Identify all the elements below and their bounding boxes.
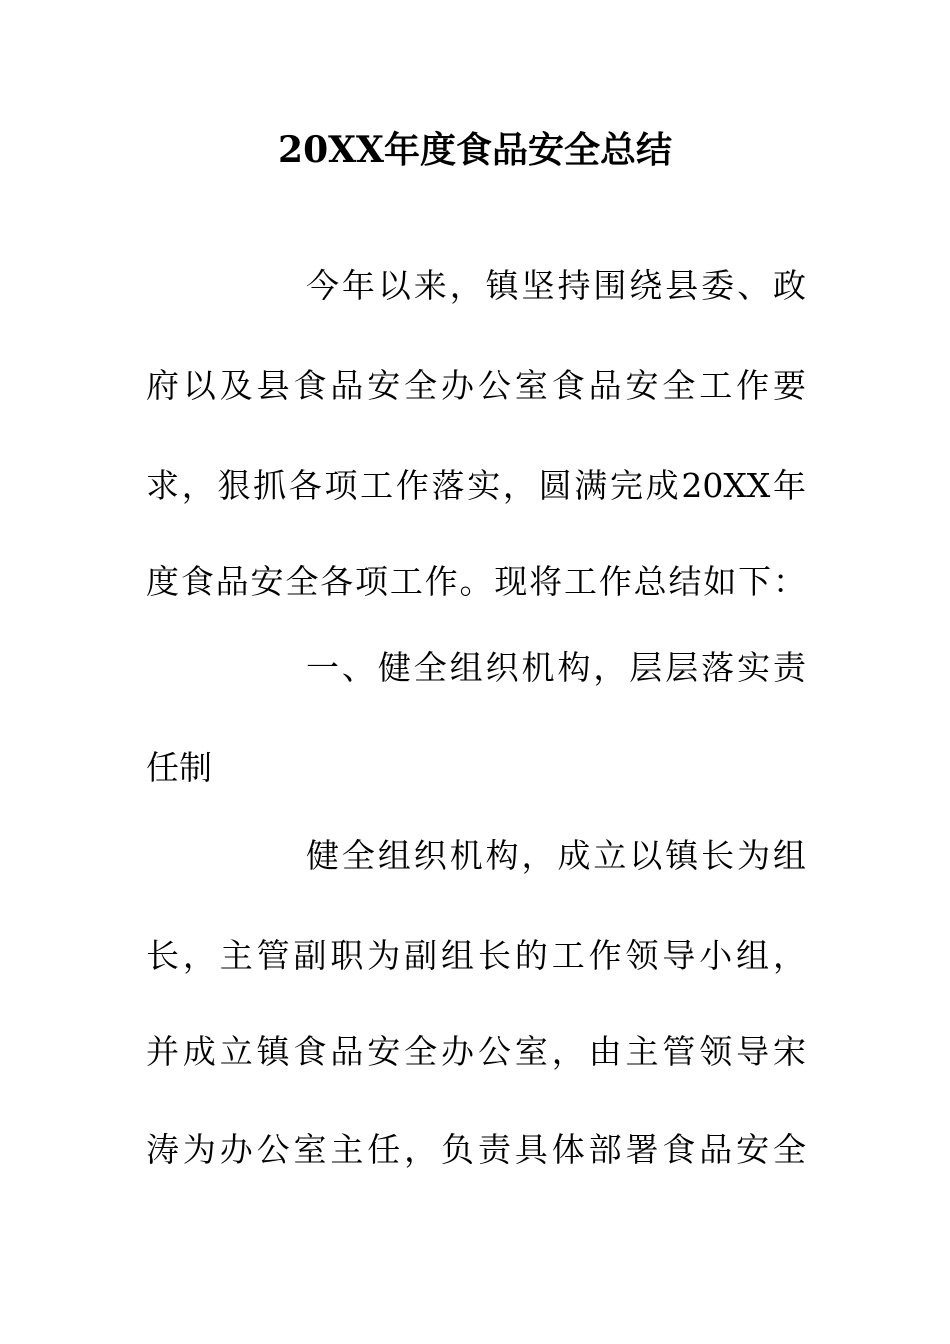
paragraph-line-4: 度食品安全各项工作。现将工作总结如下： [146, 562, 806, 601]
paragraph-line-1: 今年以来，镇坚持围绕县委、政 [306, 266, 806, 305]
paragraph-line-2: 府以及县食品安全办公室食品安全工作要 [146, 366, 806, 405]
paragraph-line-3: 求，狠抓各项工作落实，圆满完成20XX年 [146, 466, 806, 505]
paragraph-line-7: 并成立镇食品安全办公室，由主管领导宋 [146, 1032, 806, 1071]
paragraph-line-8: 涛为办公室主任，负责具体部署食品安全 [146, 1130, 806, 1169]
paragraph-line-5: 健全组织机构，成立以镇长为组 [306, 836, 806, 875]
document-title: 20XX年度食品安全总结 [278, 129, 672, 171]
section-heading-line-2: 任制 [146, 748, 212, 787]
paragraph-line-6: 长，主管副职为副组长的工作领导小组， [146, 936, 806, 975]
section-heading-line-1: 一、健全组织机构，层层落实责 [306, 648, 806, 687]
